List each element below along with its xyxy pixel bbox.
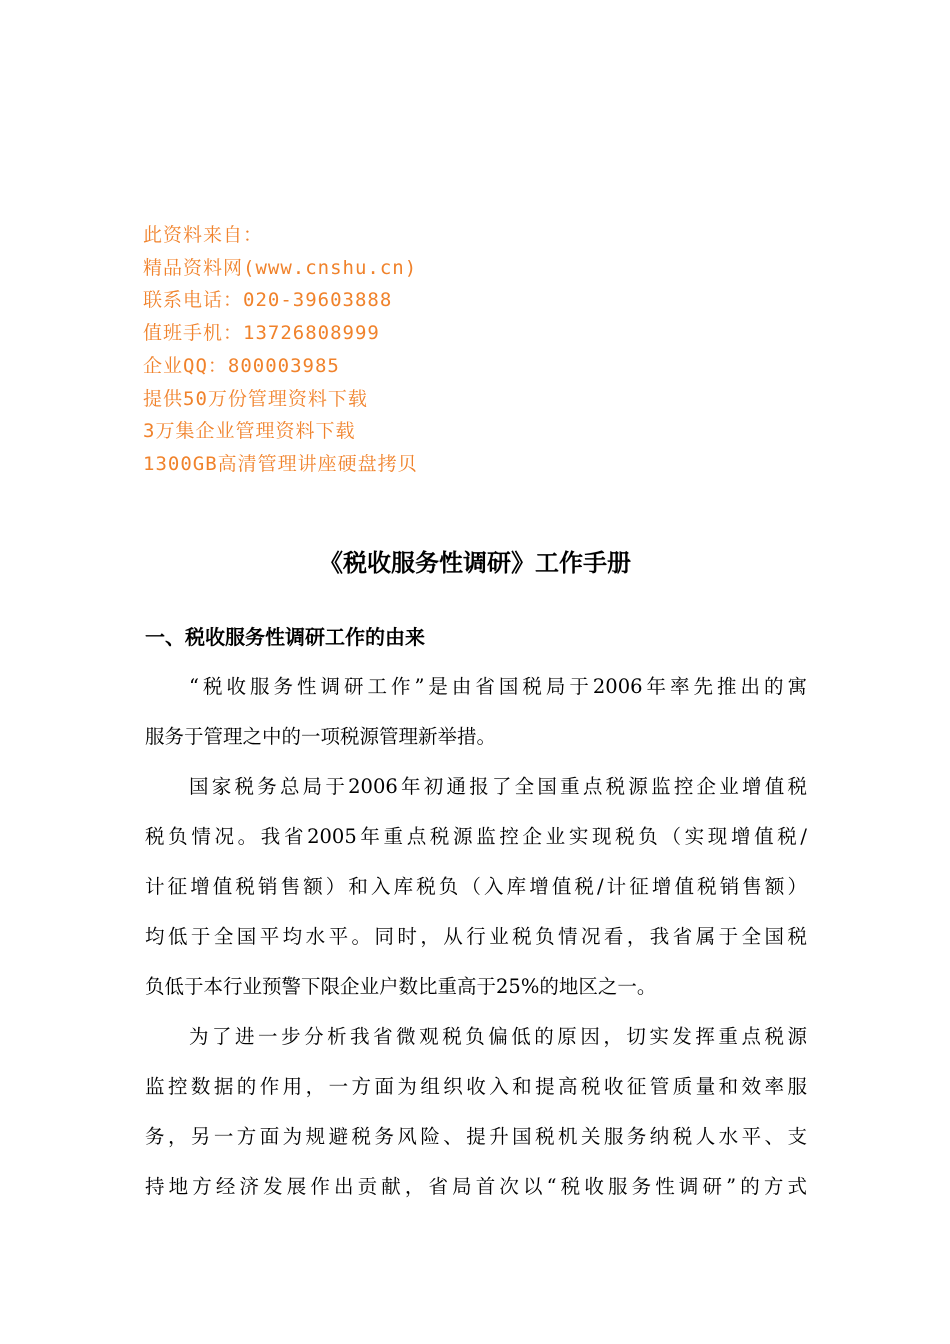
- paragraph-2-line-2: 税负情况。我省2005年重点税源监控企业实现税负（实现增值税/: [145, 825, 807, 848]
- source-phone: 联系电话：020-39603888: [143, 289, 393, 312]
- section-heading: 一、税收服务性调研工作的由来: [145, 625, 425, 649]
- source-notice-heading: 此资料来自：: [143, 224, 264, 246]
- paragraph-2-line-4: 均低于全国平均水平。同时，从行业税负情况看，我省属于全国税: [145, 925, 807, 948]
- source-website: 精品资料网(www.cnshu.cn): [143, 256, 418, 279]
- source-offer-lectures: 1300GB高清管理讲座硬盘拷贝: [143, 452, 418, 475]
- paragraph-3-line-1: 为了进一步分析我省微观税负偏低的原因，切实发挥重点税源: [189, 1025, 807, 1048]
- document-title: 《税收服务性调研》工作手册: [319, 548, 631, 577]
- paragraph-3-line-3: 务，另一方面为规避税务风险、提升国税机关服务纳税人水平、支: [145, 1125, 807, 1148]
- paragraph-2-line-3: 计征增值税销售额）和入库税负（入库增值税/计征增值税销售额）: [145, 875, 807, 898]
- paragraph-2-line-5: 负低于本行业预警下限企业户数比重高于25%的地区之一。: [145, 975, 657, 998]
- source-qq: 企业QQ：800003985: [143, 354, 340, 377]
- paragraph-1-line-1: “税收服务性调研工作”是由省国税局于2006年率先推出的寓: [189, 675, 807, 698]
- source-notice: [143, 219, 663, 481]
- paragraph-1-line-2: 服务于管理之中的一项税源管理新举措。: [145, 725, 497, 748]
- paragraph-3-line-4: 持地方经济发展作出贡献，省局首次以“税收服务性调研”的方式: [145, 1175, 807, 1198]
- paragraph-2-line-1: 国家税务总局于2006年初通报了全国重点税源监控企业增值税: [189, 775, 807, 798]
- source-offer-videos: 3万集企业管理资料下载: [143, 420, 356, 443]
- paragraph-3-line-2: 监控数据的作用，一方面为组织收入和提高税收征管质量和效率服: [145, 1075, 807, 1098]
- source-offer-documents: 提供50万份管理资料下载: [143, 387, 368, 410]
- source-mobile: 值班手机：13726808999: [143, 322, 380, 345]
- body-text: [145, 662, 807, 1212]
